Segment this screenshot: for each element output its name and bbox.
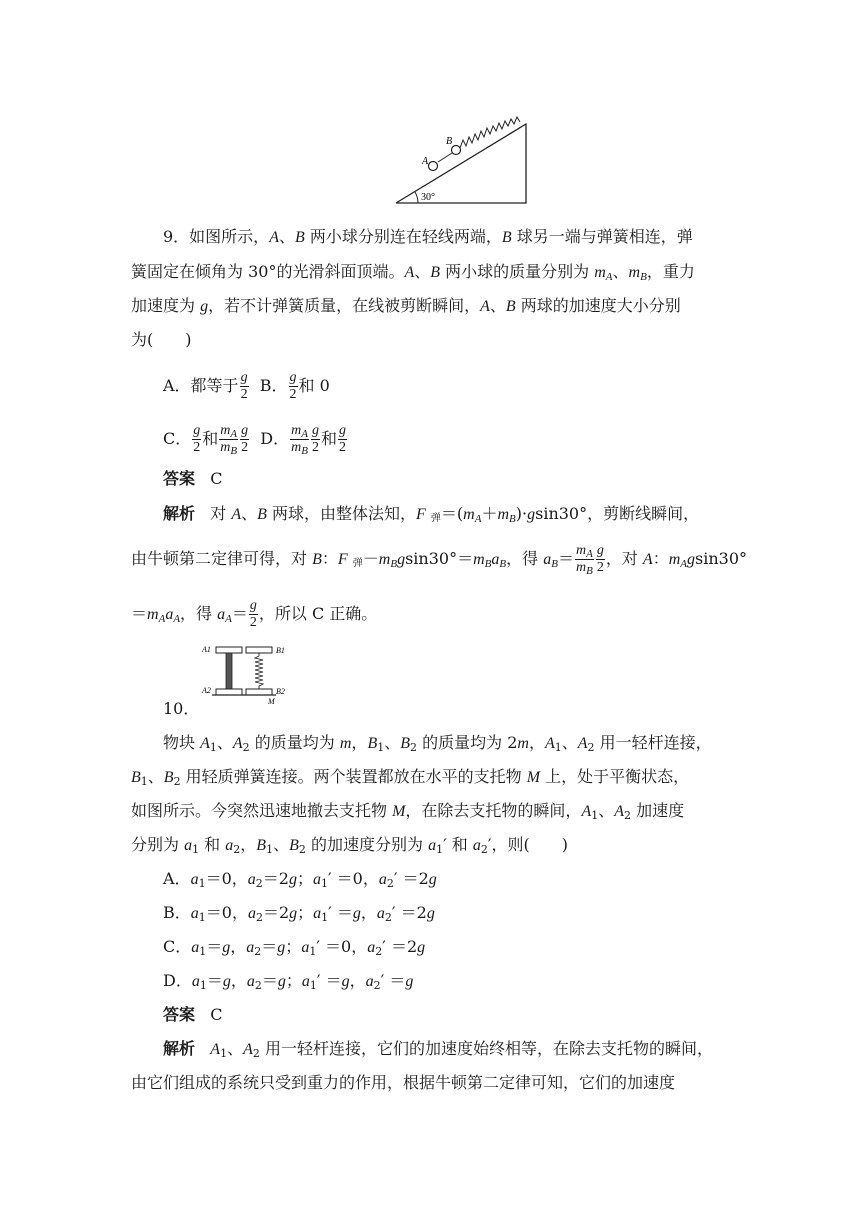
block-a1 <box>216 647 242 653</box>
answer-value: C <box>210 469 223 488</box>
q9-answer <box>163 467 223 491</box>
spring-b <box>255 653 263 689</box>
answer-value: C <box>210 1005 223 1024</box>
q10-line-3: 如图所示。今突然迅速地撤去支托物 M，在除去支托物的瞬间，$A_1$、$A_2$ 加速度 <box>131 801 685 822</box>
q10-line-4: 分别为 $a_1$ 和 $a_2$，$B_1$、$B_2$ 的加速度分别为 $a_1'$ 和 $a_2'$，则( ) <box>131 835 568 856</box>
q9-analysis-3: $=m_Aa_A$，得 $a_A=$ $\frac{g}{2}$ ，所以 C 正确。 <box>131 598 378 630</box>
rod <box>226 653 232 689</box>
q9-analysis-2: 由牛顿第二定律可得，对 B：F 弹$-m_Bgsin30^\circ=m_Ba_B$，得 $a_B=$ $\frac{m_A}{m_B}$ $\frac{g}{2}$ ，对 A：$m_Agsin30^\circ$ <box>131 543 747 577</box>
q9-option-cd: C． $\frac{g}{2}$ 和 $\frac{m_A}{m_B}$ $\frac{g}{2}$ D． $\frac{m_A}{m_B}$ $\frac{g}{2}$ 和 $\frac{g}{2}$ <box>163 423 347 457</box>
angle-arc <box>415 192 418 203</box>
block-b1 <box>246 647 272 653</box>
q10-number: 10． <box>163 699 200 718</box>
label-b1: B1 <box>276 646 285 655</box>
incline-triangle <box>396 124 526 203</box>
label-a2: A2 <box>202 686 211 695</box>
q9-analysis-1: 解析 对 A、B 两球，由整体法知，F 弹$=(m_A+m_B)\cdot gsin30^\circ$，剪断线瞬间， <box>163 504 700 525</box>
analysis-label: 解析 <box>163 504 196 523</box>
q10-option-b: B．$a_1=0$，$a_2=2g$；$a_1' =g$，$a_2' =2g$ <box>163 903 435 924</box>
q9-line-1: 9．如图所示，A、B 两小球分别连在轻线两端，B 球另一端与弹簧相连，弹 <box>163 227 693 246</box>
label-m: M <box>268 697 275 706</box>
block-a2 <box>216 689 242 695</box>
rod-spring-figure <box>200 642 300 708</box>
label-a: A <box>422 156 429 167</box>
incline-figure <box>390 112 540 207</box>
ball-a <box>429 162 438 171</box>
angle-label: 30° <box>421 192 435 203</box>
string <box>438 153 452 162</box>
label-b: B <box>446 136 453 147</box>
q9-line-2: 簧固定在倾角为 30°的光滑斜面顶端。A、B 两小球的质量分别为 $m_A$、$m_B$，重力 <box>131 262 695 283</box>
q10-answer <box>163 1003 223 1027</box>
analysis-label: 解析 <box>163 1039 196 1058</box>
label-a1: A1 <box>202 645 211 654</box>
q10-line-1: 物块 $A_1$、$A_2$ 的质量均为 m，$B_1$、$B_2$ 的质量均为 2m，$A_1$、$A_2$ 用一轻杆连接， <box>163 733 712 754</box>
q9-line-3: 加速度为 g，若不计弹簧质量，在线被剪断瞬间，A、B 两球的加速度大小分别 <box>131 296 681 315</box>
q10-option-d: D．$a_1=g$，$a_2=g$；$a_1' =g$，$a_2' =g$ <box>163 971 414 992</box>
q9-line-4: 为( ) <box>131 330 192 349</box>
ball-b <box>452 146 461 155</box>
q10-analysis-2: 由它们组成的系统只受到重力的作用，根据牛顿第二定律可知，它们的加速度 <box>131 1073 676 1092</box>
answer-label: 答案 <box>163 1005 196 1024</box>
q10-analysis-1: 解析 $A_1$、$A_2$ 用一轻杆连接，它们的加速度始终相等，在除去支托物的瞬间， <box>163 1039 713 1060</box>
q10-option-a: A．$a_1=0$，$a_2=2g$；$a_1' =0$，$a_2' =2g$ <box>163 869 437 890</box>
answer-label: 答案 <box>163 469 196 488</box>
label-b2: B2 <box>276 687 285 696</box>
q10-option-c: C．$a_1=g$，$a_2=g$；$a_1' =0$，$a_2' =2g$ <box>163 937 426 958</box>
q10-line-2: $B_1$、$B_2$ 用轻质弹簧连接。两个装置都放在水平的支托物 M 上，处于平衡状态， <box>131 767 690 788</box>
q9-option-ab: A．都等于 $\frac{g}{2}$ B． $\frac{g}{2}$ 和 0 <box>163 370 330 402</box>
block-b2 <box>246 689 272 695</box>
